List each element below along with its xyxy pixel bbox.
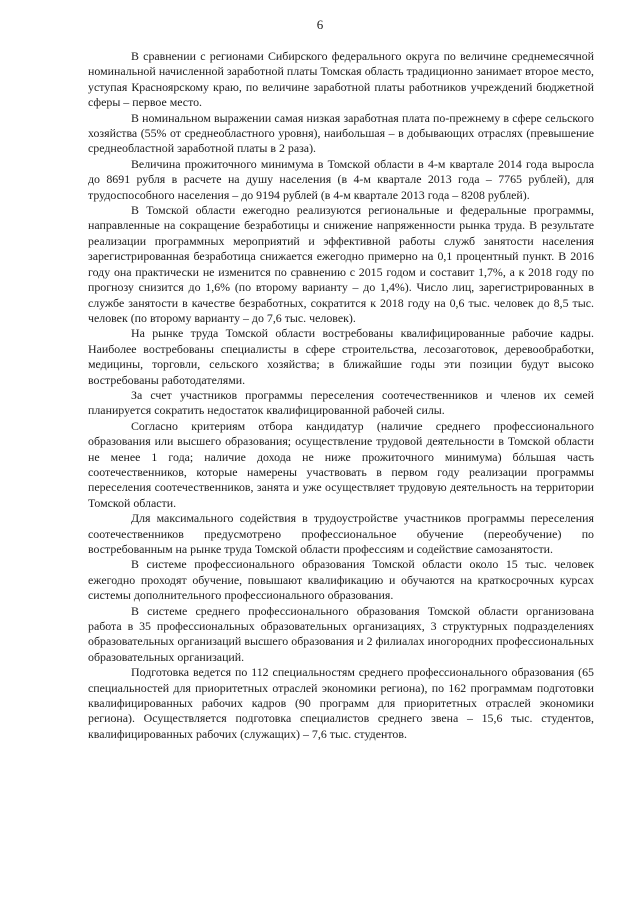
document-body: [88, 49, 594, 742]
paragraph-10: В системе среднего профессионального образования Томской области организована работа в 35 профессиональных образовательных организациях, 3 структурных подразделениях образовательных организаций высшего образования и 2 филиалах иногородних профессиональных образовательных организаций.: [88, 603, 594, 664]
paragraph-7: Согласно критериям отбора кандидатур (наличие среднего профессионального образования или высшего образования; осуществление трудовой деятельности в Томской области не менее 1 года; наличие дохода не ниже прожиточного минимума) бóльшая часть соотечественников, которые намерены участвовать в первом году реализации программы переселения соотечественников, занята и уже осуществляет трудовую деятельность на территории Томской области.: [88, 418, 594, 510]
page-number: 6: [316, 17, 324, 32]
paragraph-8: Для максимального содействия в трудоустройстве участников программы переселения соотечественников предусмотрено профессиональное обучение (переобучение) по востребованным на рынке труда Томской области профессиям и содействие самозанятости.: [88, 511, 594, 556]
paragraph-11: Подготовка ведется по 112 специальностям среднего профессионального образования (65 специальностей для приоритетных отраслей экономики региона), по 162 программам подготовки квалифицированных рабочих кадров (90 программ для приоритетных отраслей экономики региона). Осуществляется подготовка специалистов среднего звена – 15,6 тыс. студентов, квалифицированных рабочих (служащих) – 7,6 тыс. студентов.: [88, 665, 594, 741]
paragraph-6: За счет участников программы переселения соотечественников и членов их семей планируется сократить недостаток квалифицированной рабочей силы.: [88, 387, 594, 418]
paragraph-5: На рынке труда Томской области востребованы квалифицированные рабочие кадры. Наиболее востребованы специалисты в сфере строительства, лесозаготовок, деревообработки, медицины, торговли, сельского хозяйства; в ближайшие годы эти позиции будут высоко востребованы работодателями.: [88, 326, 594, 387]
paragraph-2: В номинальном выражении самая низкая заработная плата по-прежнему в сфере сельского хозяйства (55% от среднеобластного уровня), наибольшая – в добывающих отраслях (превышение среднеобластной заработной платы в 2 раза).: [88, 110, 594, 156]
paragraph-9: В системе профессионального образования Томской области около 15 тыс. человек ежегодно проходят обучение, повышают квалификацию и обучаются на краткосрочных курсах системы дополнительного профессионального образования.: [88, 557, 594, 603]
paragraph-3: Величина прожиточного минимума в Томской области в 4-м квартале 2014 года выросла до 8691 рубля в расчете на душу населения (в 4-м квартале 2013 года – 7765 рублей), для трудоспособного населения – до 9194 рублей (в 4-м квартале 2013 года – 8208 рублей).: [88, 156, 594, 202]
paragraph-1: В сравнении с регионами Сибирского федерального округа по величине среднемесячной номинальной начисленной заработной платы Томская область традиционно занимает второе место, уступая Красноярскому краю, по величине заработной платы работников учреждений бюджетной сферы – первое место.: [88, 49, 594, 110]
paragraph-4: В Томской области ежегодно реализуются региональные и федеральные программы, направленные на сокращение безработицы и снижение напряженности рынка труда. В результате реализации программных мероприятий и эффективной работы служб занятости населения зарегистрированная безработица снижается ежегодно примерно на 0,1 процентный пункт. В 2016 году она практически не изменится по сравнению с 2015 годом и составит 1,7%, а к 2018 году по прогнозу снизится до 1,6% (по второму варианту – до 1,4%). Число лиц, зарегистрированных в службе занятости в качестве безработных, сократится к 2018 году на 0,6 тыс. человек до 8,5 тыс. человек (по второму варианту – до 7,6 тыс. человек).: [88, 203, 594, 325]
